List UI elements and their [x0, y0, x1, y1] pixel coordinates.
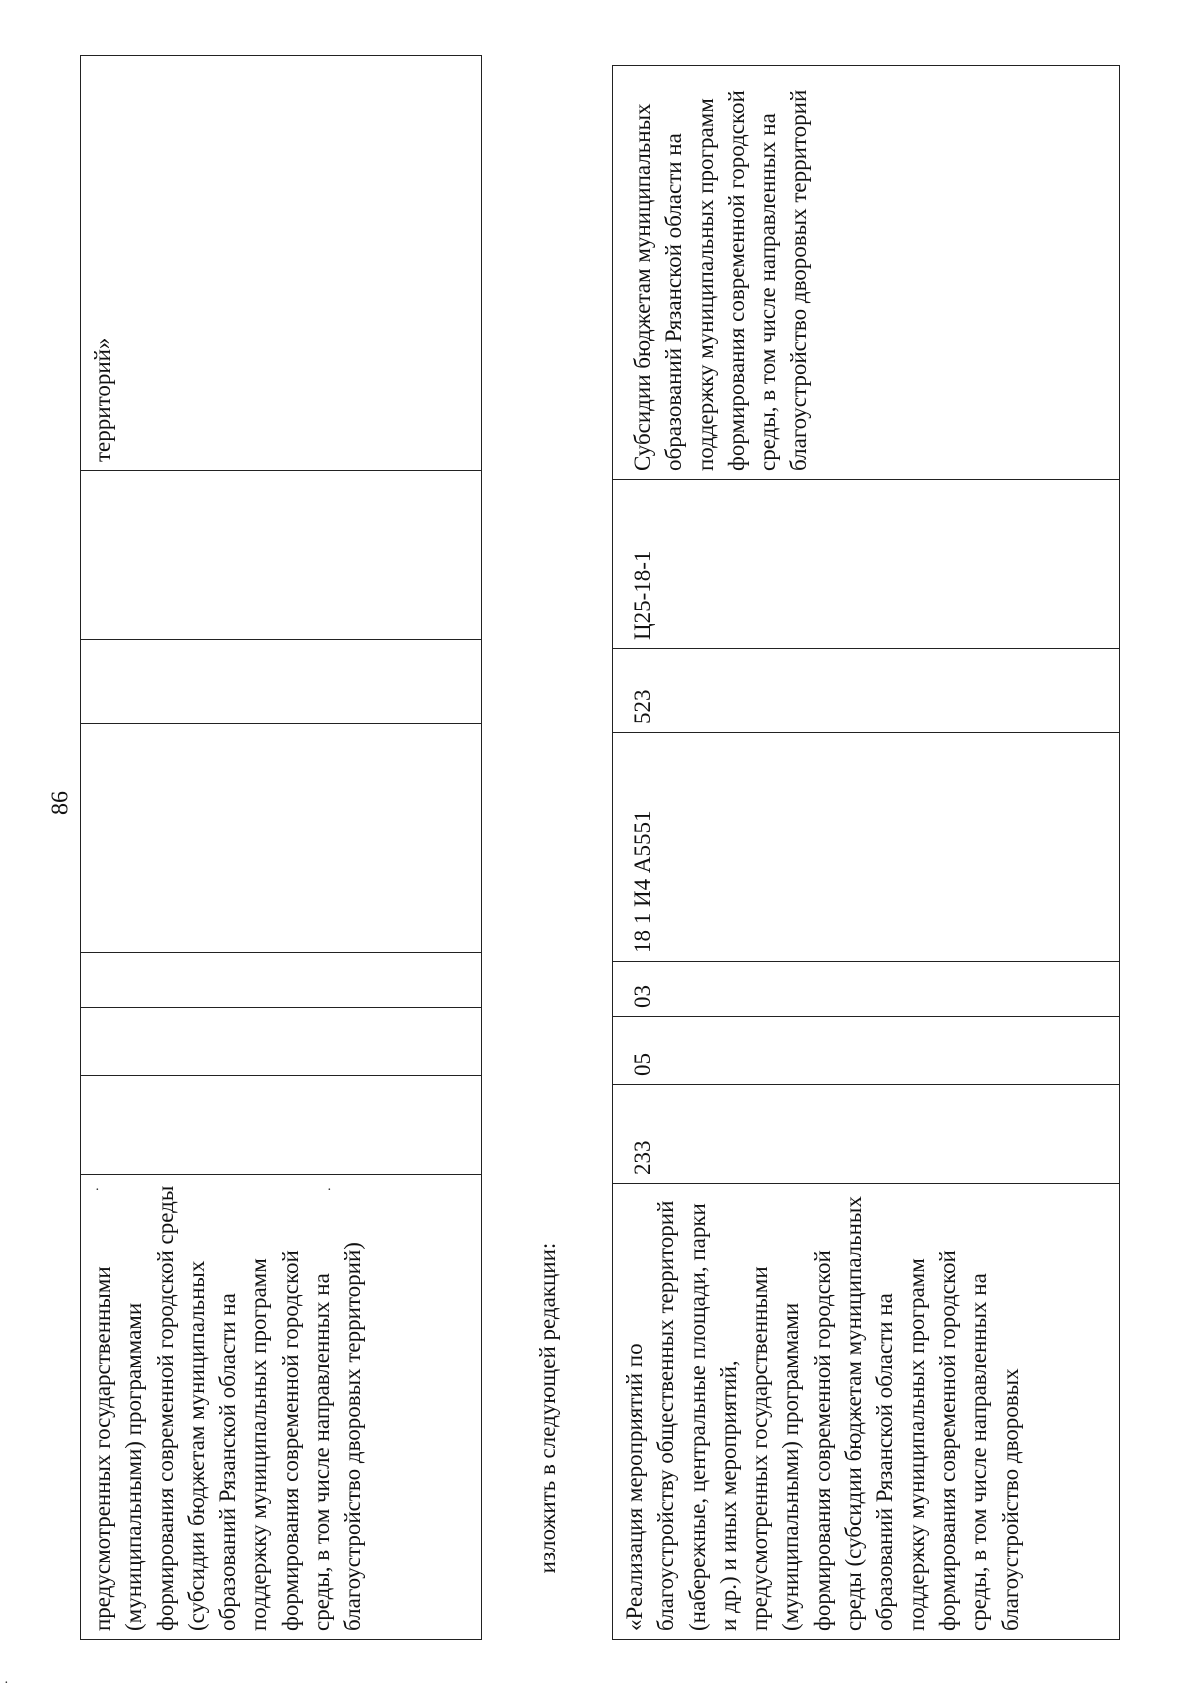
intro-text: изложить в следующей редакции: — [535, 1242, 560, 1574]
table-cell-description: Субсидии бюджетам муниципальных образований Рязанской области на поддержку муниципальных программ формирования современной городской среды, в том числе направленных на благоустройство дворовых территорий — [613, 66, 1120, 480]
scan-speck: · — [327, 1183, 332, 1198]
table-cell-subsection: 03 — [613, 962, 1120, 1017]
previous-table — [80, 55, 482, 1640]
table-cell-name: предусмотренных государственными (муниципальными) программами формирования современной городской среды (субсидии бюджетам муниципальных образований Рязанской области на поддержку муниципальных программ формирования современной городской среды, в том числе направленных на благоустройство дворовых территорий) — [81, 1175, 482, 1640]
table-cell-ministry — [81, 1076, 482, 1175]
table-cell-target-article: 18 1 И4 А5551 — [613, 733, 1120, 962]
new-table — [612, 65, 1120, 1640]
table-cell-code — [81, 471, 482, 640]
table-row — [613, 66, 1120, 1640]
table-cell-section: 05 — [613, 1017, 1120, 1085]
table-row — [81, 56, 482, 1640]
page-number: 86 — [47, 791, 74, 815]
table-cell-ministry: 233 — [613, 1085, 1120, 1184]
table-cell-description: территорий» — [81, 56, 482, 471]
table-cell-expense-type: 523 — [613, 649, 1120, 733]
scan-speck: · — [4, 1676, 9, 1691]
table-cell-section — [81, 1008, 482, 1076]
scan-speck: · — [95, 1183, 100, 1198]
table-cell-expense-type — [81, 640, 482, 724]
table-cell-code: Ц25-18-1 — [613, 480, 1120, 649]
rotated-page-content — [80, 56, 1120, 1640]
table-cell-target-article — [81, 724, 482, 953]
table-cell-name: «Реализация мероприятий по благоустройству общественных территорий (набережные, центральные площади, парки и др.) и иных мероприятий, предусмотренных государственными (муниципальными) программами формирования современной городской среды (субсидии бюджетам муниципальных образований Рязанской области на поддержку муниципальных программ формирования современной городской среды, в том числе направленных на благоустройство дворовых — [613, 1184, 1120, 1640]
table-cell-subsection — [81, 953, 482, 1008]
